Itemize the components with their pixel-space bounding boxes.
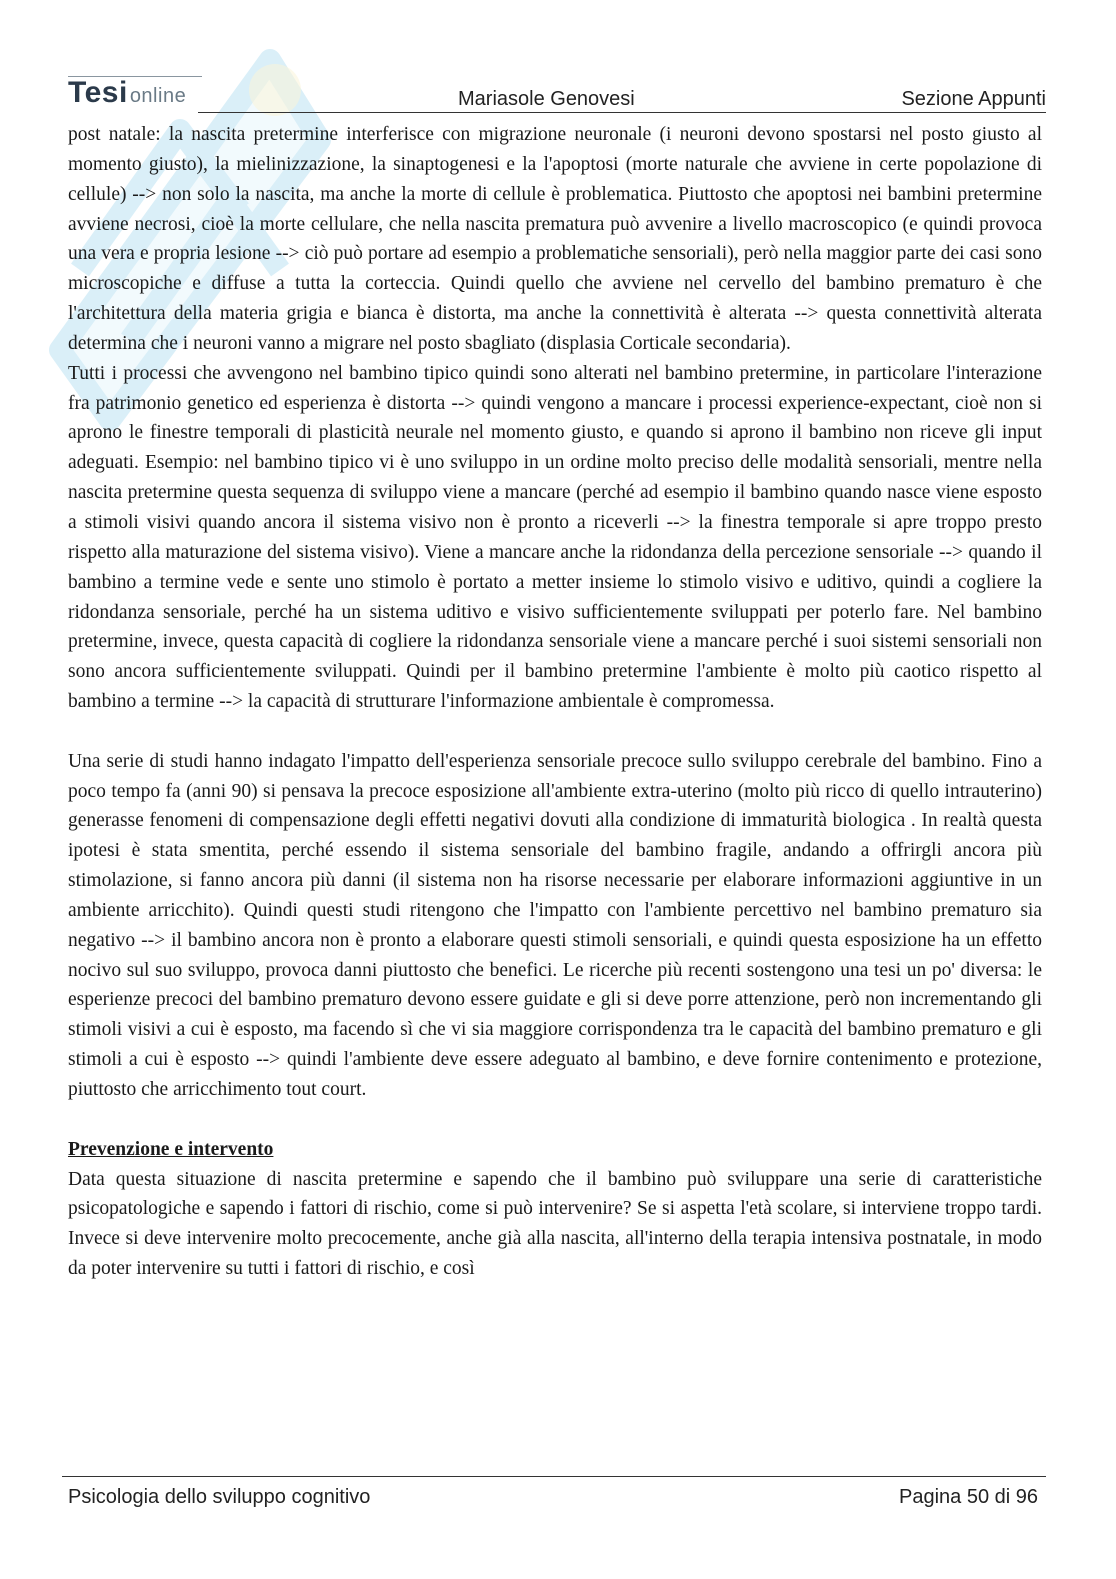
paragraph-gap	[68, 1105, 1042, 1135]
header-section: Sezione Appunti	[901, 88, 1046, 110]
page-header	[68, 74, 1046, 114]
page-number: Pagina 50 di 96	[898, 1486, 1038, 1508]
paragraph-4: Data questa situazione di nascita pretermine e sapendo che il bambino può sviluppare una serie di caratteristiche psicopatologiche e sapendo i fattori di rischio, come si può intervenire? Se si aspetta l'età scolare, si interviene troppo tardi. Invece si deve intervenire molto precocemente, anche già alla nascita, all'interno della terapia intensiva postnatale, in modo da poter intervenire su tutti i fattori di rischio, e così	[68, 1168, 1042, 1280]
footer-course: Psicologia dello sviluppo cognitivo	[68, 1486, 371, 1508]
tesionline-logo	[68, 76, 186, 110]
paragraph-gap	[68, 717, 1042, 747]
document-body	[68, 120, 1042, 1284]
header-divider	[198, 112, 1046, 113]
section-heading: Prevenzione e intervento	[68, 1138, 274, 1160]
logo-main-text: Tesi	[68, 76, 128, 109]
paragraph-2: Tutti i processi che avvengono nel bambino tipico quindi sono alterati nel bambino pretermine, in particolare l'interazione fra patrimonio genetico ed esperienza è distorta --> quindi vengono a mancare i processi experience-expectant, cioè non si aprono le finestre temporali di plasticità neurale nel momento giusto, e quando si aprono il bambino non riceve gli input adeguati. Esempio: nel bambino tipico vi è uno sviluppo in un ordine molto preciso delle modalità sensoriali, mentre nella nascita pretermine questa sequenza di sviluppo viene a mancare (perché ad esempio il bambino quando nasce viene esposto a stimoli visivi quando ancora il sistema visivo non è pronto a riceverli --> la finestra temporale si apre troppo presto rispetto alla maturazione del sistema visivo). Viene a mancare anche la ridondanza della percezione sensoriale --> quando il bambino a termine vede e sente uno stimolo è portato a metter insieme lo stimolo visivo e uditivo, quindi a cogliere la ridondanza sensoriale, perché ha un sistema uditivo e visivo sufficientemente sviluppati per poterlo fare. Nel bambino pretermine, invece, questa capacità di cogliere la ridondanza sensoriale viene a mancare perché i suoi sistemi sensoriali non sono ancora sufficientemente sviluppati. Quindi per il bambino pretermine l'ambiente è molto più caotico rispetto al bambino a termine --> la capacità di strutturare l'informazione ambientale è compromessa.	[68, 362, 1042, 713]
paragraph-1: post natale: la nascita pretermine interferisce con migrazione neuronale (i neuroni devono spostarsi nel posto giusto al momento giusto), la mielinizzazione, la sinaptogenesi e la l'apoptosi (morte naturale che avviene in certe popolazione di cellule) --> non solo la nascita, ma anche la morte di cellule è problematica. Piuttosto che apoptosi nei bambini pretermine avviene necrosi, cioè la morte cellulare, che nella nascita prematura può avvenire a livello macroscopico (e quindi provoca una vera e propria lesione --> ciò può portare ad esempio a problematiche sensoriali), però nella maggior parte dei casi sono microscopiche e diffuse a tutta la corteccia. Quindi quello che avviene nel cervello del bambino prematuro è che l'architettura della materia grigia e bianca è distorta, ma anche la connettività è alterata --> questa connettività alterata determina che i neuroni vanno a migrare nel posto sbagliato (displasia Corticale secondaria).	[68, 124, 1042, 354]
logo-sub-text: online	[129, 85, 187, 107]
page-footer	[62, 1476, 1046, 1516]
header-author: Mariasole Genovesi	[458, 88, 635, 110]
logo-rule	[68, 76, 202, 77]
footer-divider	[62, 1476, 1046, 1477]
paragraph-3: Una serie di studi hanno indagato l'impatto dell'esperienza sensoriale precoce sullo sviluppo cerebrale del bambino. Fino a poco tempo fa (anni 90) si pensava la precoce esposizione all'ambiente extra-uterino (molto più ricco di quello intrauterino) generasse fenomeni di compensazione degli effetti negativi dovuti alla condizione di immaturità biologica . In realtà questa ipotesi è stata smentita, perché essendo il sistema sensoriale del bambino fragile, andando a offrirgli ancora più stimolazione, si fanno ancora più danni (il sistema non ha risorse necessarie per elaborare informazioni aggiuntive in un ambiente arricchito). Quindi questi studi ritengono che l'impatto con l'ambiente percettivo nel bambino prematuro sia negativo --> il bambino ancora non è pronto a elaborare questi stimoli sensoriali, e quindi questa esposizione ha un effetto nocivo sul suo sviluppo, provoca danni piuttosto che benefici. Le ricerche più recenti sostengono una tesi un po' diversa: le esperienze precoci del bambino prematuro devono essere guidate e gli si deve porre attenzione, però non incrementando gli stimoli visivi a cui è esposto, ma facendo sì che vi sia maggiore corrispondenza tra le capacità del bambino prematuro e gli stimoli a cui è esposto --> quindi l'ambiente deve essere adeguato al bambino, e deve fornire contenimento e protezione, piuttosto che arricchimento tout court.	[68, 750, 1042, 1100]
